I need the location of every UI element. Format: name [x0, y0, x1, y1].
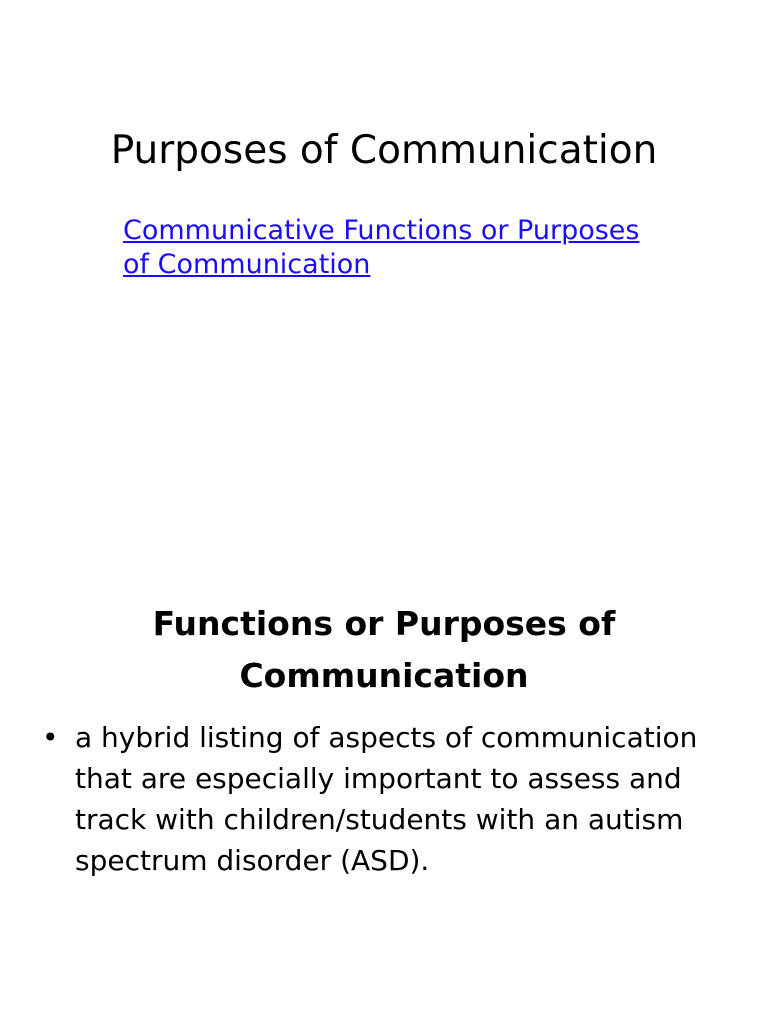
- section-heading: [84, 598, 684, 702]
- section-heading-line-1: Functions or Purposes of: [152, 604, 616, 643]
- slide-title: Purposes of Communication: [110, 128, 658, 173]
- section-heading-line-2: Communication: [239, 656, 529, 695]
- bullet-list: [40, 717, 720, 881]
- communicative-functions-link[interactable]: Communicative Functions or Purposes of Communication: [123, 215, 640, 280]
- bullet-text: a hybrid listing of aspects of communication that are especially important to assess and track with children/students with an autism spectrum disorder (ASD).: [75, 721, 698, 877]
- bullet-icon: •: [42, 721, 59, 754]
- bullet-item: [40, 717, 720, 881]
